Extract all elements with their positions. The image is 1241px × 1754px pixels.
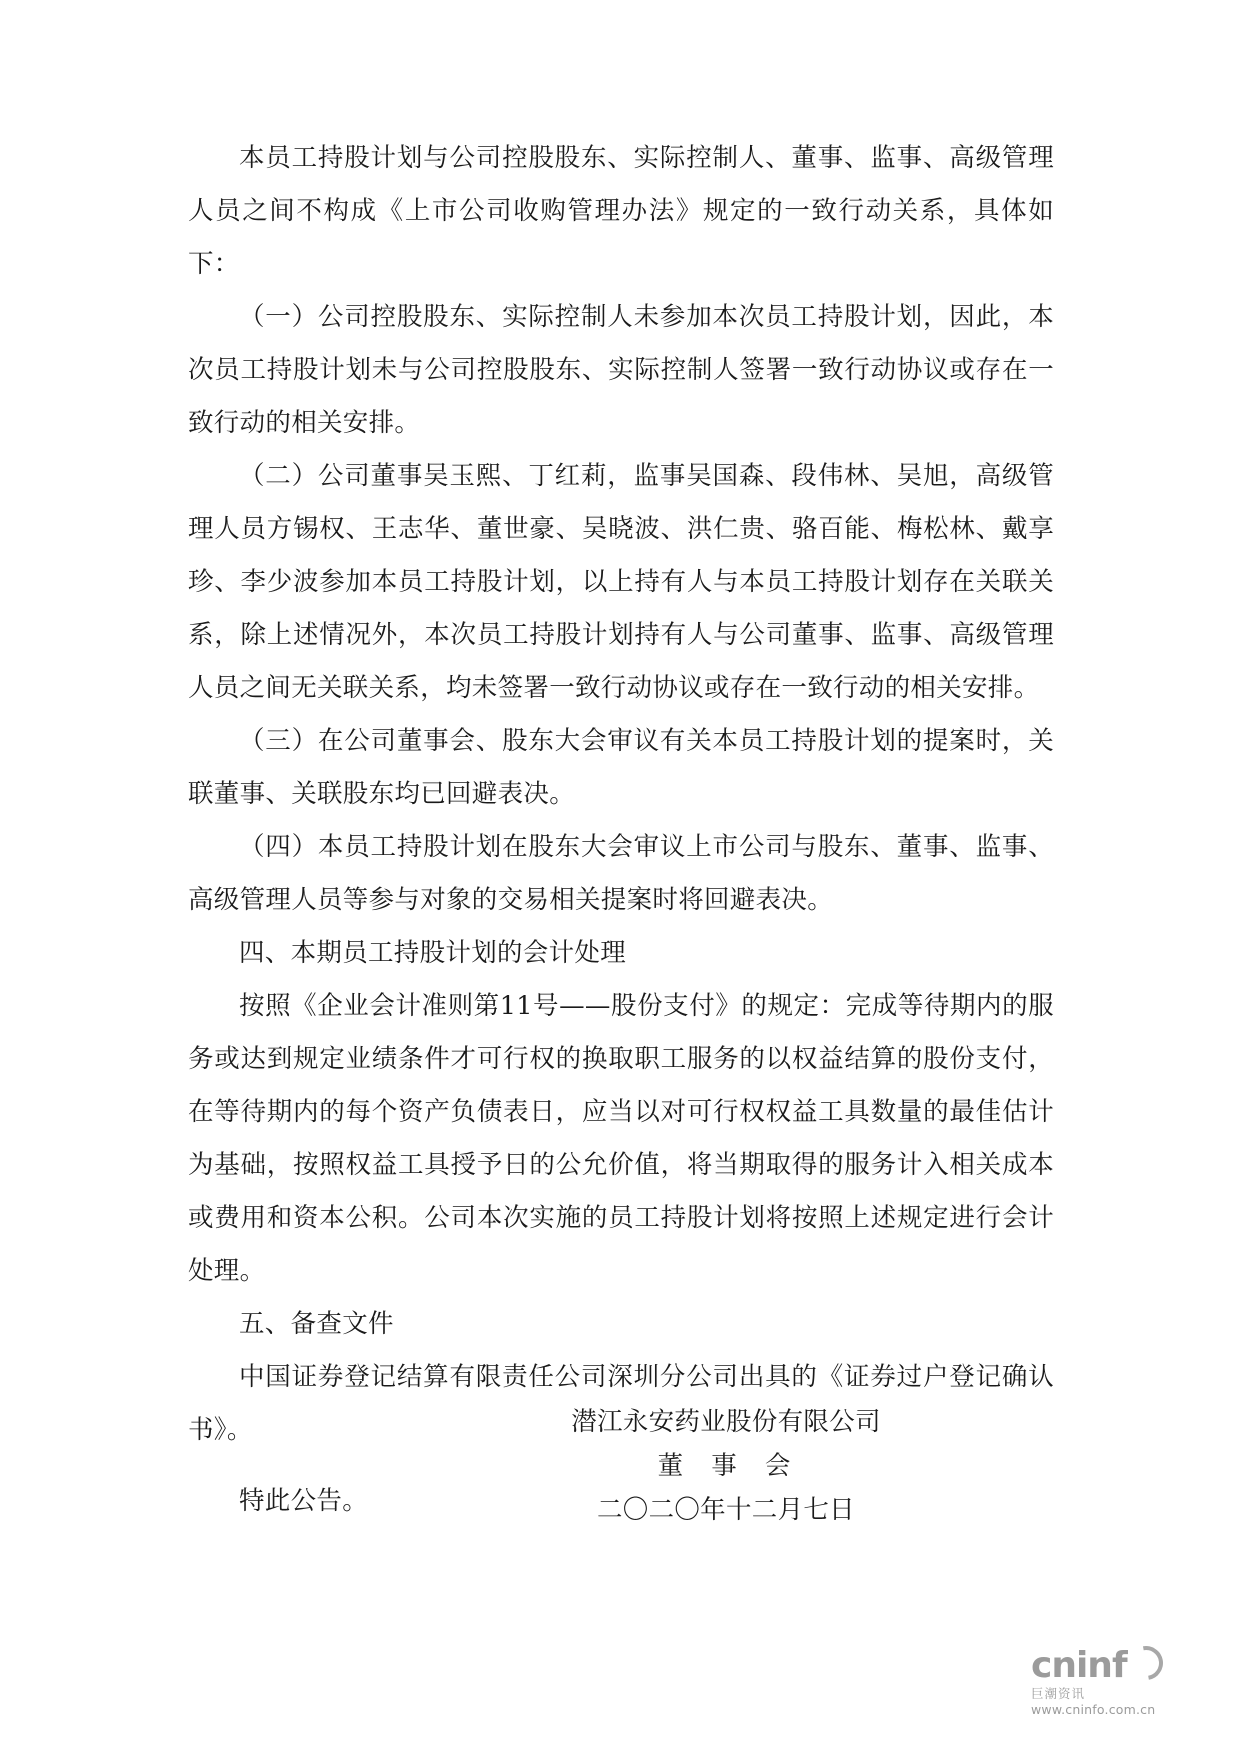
announcement-closing: 特此公告。 <box>239 1486 369 1516</box>
document-body <box>188 132 1054 1528</box>
logo-url: www.cninfo.com.cn <box>1031 1702 1156 1717</box>
paragraph: 中国证券登记结算有限责任公司深圳分公司出具的《证券过户登记确认书》。 <box>188 1362 1054 1445</box>
paragraph: （四）本员工持股计划在股东大会审议上市公司与股东、董事、监事、高级管理人员等参与对象的交易相关提案时将回避表决。 <box>188 832 1054 915</box>
cninfo-logo <box>1031 1646 1207 1718</box>
paragraph: 按照《企业会计准则第11号——股份支付》的规定：完成等待期内的服务或达到规定业绩条件才可行权的换取职工服务的以权益结算的股份支付，在等待期内的每个资产负债表日，应当以对可行权权益工具数量的最佳估计为基础，按照权益工具授予日的公允价值，将当期取得的服务计入相关成本或费用和资本公积。公司本次实施的员工持股计划将按照上述规定进行会计处理。 <box>188 991 1054 1286</box>
signature-company: 潜江永安药业股份有限公司 <box>571 1407 881 1437</box>
logo-swirl-icon <box>1122 1639 1169 1686</box>
signature-date: 二〇二〇年十二月七日 <box>596 1495 855 1525</box>
signature-block <box>188 1400 1054 1532</box>
logo-text: cninf <box>1031 1645 1127 1686</box>
logo-subtitle: 巨潮资讯 <box>1031 1686 1086 1701</box>
signature-board: 董 事 会 <box>657 1451 801 1481</box>
section-heading-four: 四、本期员工持股计划的会计处理 <box>239 938 627 968</box>
section-heading-five: 五、备查文件 <box>239 1309 394 1339</box>
paragraph: 本员工持股计划与公司控股股东、实际控制人、董事、监事、高级管理人员之间不构成《上市公司收购管理办法》规定的一致行动关系，具体如下： <box>188 143 1054 279</box>
paragraph: （二）公司董事吴玉熙、丁红莉，监事吴国森、段伟林、吴旭，高级管理人员方锡权、王志华、董世豪、吴晓波、洪仁贵、骆百能、梅松林、戴享珍、李少波参加本员工持股计划，以上持有人与本员工持股计划存在关联关系，除上述情况外，本次员工持股计划持有人与公司董事、监事、高级管理人员之间无关联关系，均未签署一致行动协议或存在一致行动的相关安排。 <box>188 461 1054 703</box>
logo-wordmark <box>1031 1646 1207 1685</box>
paragraph: （三）在公司董事会、股东大会审议有关本员工持股计划的提案时，关联董事、关联股东均已回避表决。 <box>188 726 1054 809</box>
paragraph: （一）公司控股股东、实际控制人未参加本次员工持股计划，因此，本次员工持股计划未与公司控股股东、实际控制人签署一致行动协议或存在一致行动的相关安排。 <box>188 302 1054 438</box>
